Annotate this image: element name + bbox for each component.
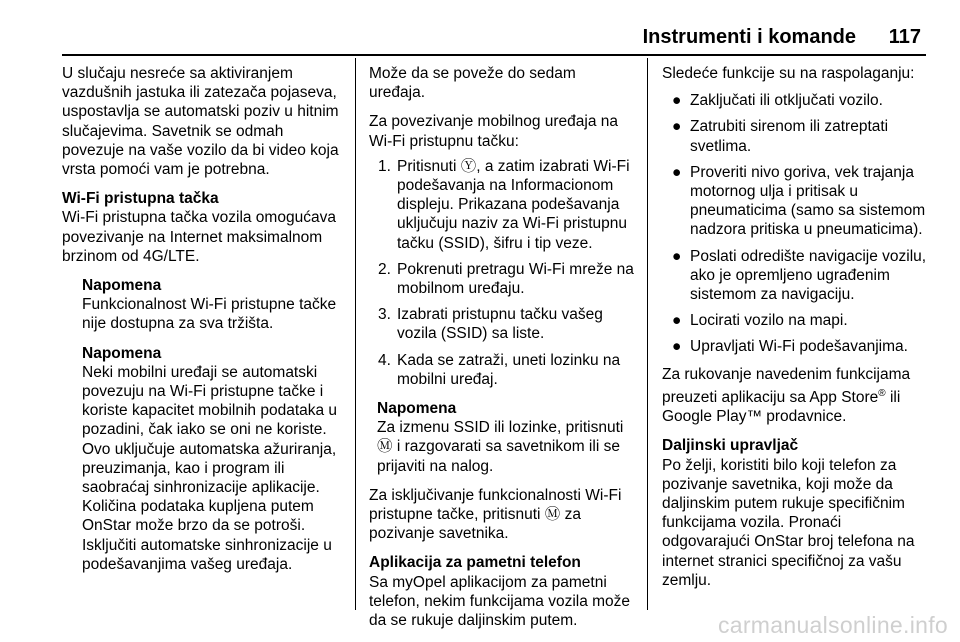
watermark: carmanualsonline.info bbox=[717, 612, 948, 638]
list-item bbox=[662, 163, 930, 240]
column-divider-left bbox=[355, 58, 356, 610]
note-text: Neki mobilni uređaji se automatski povezuju na Wi-Fi pristupne tačke i koriste kapacitet mobilnih podataka u pozadini, čak iako se oni ne koriste. Ovo uključuje automatska ažuriranja, preuzimanja, kao i program ili saobraćaj sinhronizacije aplikacije. Količina podataka kupljena putem OnStar može brzo da se potroši. Isključiti automatske sinhronizacije u podešavanjima vašeg uređaja. bbox=[82, 363, 338, 573]
step-number: 4. bbox=[378, 351, 391, 369]
text-part: Za rukovanje navedenim funkcijama preuzeti aplikaciju sa App Store bbox=[662, 365, 911, 406]
page-number: 117 bbox=[888, 26, 921, 48]
page-header bbox=[0, 0, 960, 56]
step-number: 3. bbox=[378, 306, 391, 324]
note-text-part: Za izmenu SSID ili lozinke, pritisnuti bbox=[377, 419, 624, 437]
list-item-text: Zaključati ili otključati vozilo. bbox=[690, 92, 883, 110]
remote-paragraph: Po želji, koristiti bilo koji telefon za pozivanje savetnika, koji može da daljinskim putem rukuje specifičnim funkcijama vozila. Pronaći odgovarajući OnStar broj telefona na internet stranici specifičnoj za vašu zemlju. bbox=[662, 456, 915, 589]
note-title: Napomena bbox=[82, 277, 162, 295]
note-data-usage bbox=[62, 344, 345, 574]
bullet-icon: ● bbox=[672, 163, 682, 181]
app-store-paragraph bbox=[662, 365, 930, 427]
list-item bbox=[662, 247, 930, 305]
connect-steps bbox=[369, 157, 635, 389]
devices-paragraph: Može da se poveže do sedam uređaja. bbox=[369, 65, 576, 102]
header-rule bbox=[62, 54, 926, 56]
note-text bbox=[377, 418, 635, 476]
column-1 bbox=[62, 64, 345, 584]
text-part: Za isključivanje funkcionalnosti Wi-Fi pristupne tačke, pritisnuti bbox=[369, 486, 622, 524]
bullet-icon: ● bbox=[672, 247, 682, 265]
note-password bbox=[369, 399, 635, 476]
text-part: ili Google Play™ prodavnice. bbox=[662, 389, 901, 426]
step-text: Kada se zatraži, uneti lozinku na mobilni uređaj. bbox=[397, 351, 621, 388]
step-number: 1. bbox=[378, 157, 391, 175]
wifi-paragraph: Wi-Fi pristupna tačka vozila omogućava povezivanje na Internet maksimalnom brzinom od 4G/LTE. bbox=[62, 209, 336, 265]
list-item-text: Zatrubiti sirenom ili zatreptati svetlima. bbox=[690, 118, 889, 155]
connect-intro: Za povezivanje mobilnog uređaja na Wi-Fi pristupnu tačku: bbox=[369, 113, 619, 150]
list-item bbox=[369, 351, 635, 389]
list-item bbox=[369, 157, 635, 253]
emergency-call-paragraph: U slučaju nesreće sa aktiviranjem vazdušnih jastuka ili zatezača pojaseva, uspostavlja se automatski poziv u hitnim slučajevima. Savetnik se odmah povezuje na vaše vozilo da bi video koja vrsta pomoći vam je potrebna. bbox=[62, 65, 339, 179]
note-text-part: i razgovarati sa savetnikom ili se prijaviti na nalog. bbox=[377, 438, 620, 475]
column-2 bbox=[369, 64, 635, 640]
list-item bbox=[369, 305, 635, 343]
note-title: Napomena bbox=[82, 344, 162, 362]
wifi-heading: Wi-Fi pristupna tačka bbox=[62, 190, 219, 208]
app-heading: Aplikacija za pametni telefon bbox=[369, 554, 581, 572]
note-availability bbox=[62, 276, 345, 334]
list-item bbox=[662, 311, 930, 330]
app-paragraph: Sa myOpel aplikacijom za pametni telefon, nekim funkcijama vozila može da se rukuje daljinskim putem. bbox=[369, 573, 631, 630]
list-item-text: Proveriti nivo goriva, vek trajanja motornog ulja i pritisak u pneumaticima (samo sa sistemom nadzora pritiska u pneumaticima). bbox=[690, 163, 926, 239]
registered-mark: ® bbox=[878, 387, 886, 399]
note-text: Funkcionalnost Wi-Fi pristupne tačke nije dostupna za sva tržišta. bbox=[82, 296, 337, 333]
list-item bbox=[662, 117, 930, 155]
bullet-icon: ● bbox=[672, 118, 682, 136]
list-item-text: Locirati vozilo na mapi. bbox=[690, 312, 848, 330]
step-text: , a zatim izabrati Wi-Fi podešavanja na Informacionom displeju. Prikazana podešavanja uključuju naziv za Wi-Fi pristupnu tačku (SSID), šifru i tip veze. bbox=[397, 157, 630, 252]
step-number: 2. bbox=[378, 260, 391, 278]
bullet-icon: ● bbox=[672, 338, 682, 356]
disable-wifi-paragraph bbox=[369, 486, 635, 544]
remote-heading: Daljinski upravljač bbox=[662, 437, 799, 455]
step-text: Pokrenuti pretragu Wi-Fi mreže na mobilnom uređaju. bbox=[397, 260, 634, 298]
list-item bbox=[662, 91, 930, 110]
onstar-icon: Ⓜ bbox=[544, 506, 561, 524]
text-part: za pozivanje savetnika. bbox=[369, 506, 581, 543]
list-item bbox=[662, 337, 930, 356]
page-title: Instrumenti i komande bbox=[642, 26, 856, 48]
bullet-icon: ● bbox=[672, 92, 682, 110]
list-item bbox=[369, 260, 635, 298]
list-item-text: Poslati odredište navigacije vozilu, ako je opremljeno ugrađenim sistemom za navigaciju. bbox=[690, 247, 927, 304]
services-icon: Ⓨ bbox=[460, 157, 477, 175]
list-item-text: Upravljati Wi-Fi podešavanjima. bbox=[690, 338, 908, 356]
column-divider-right bbox=[647, 58, 648, 610]
note-title: Napomena bbox=[377, 400, 457, 418]
functions-list bbox=[662, 91, 930, 356]
functions-intro: Sledeće funkcije su na raspolaganju: bbox=[662, 65, 915, 82]
bullet-icon: ● bbox=[672, 312, 682, 330]
step-text: Izabrati pristupnu tačku vašeg vozila (SSID) sa liste. bbox=[397, 306, 603, 343]
onstar-icon: Ⓜ bbox=[377, 438, 393, 456]
step-text: Pritisnuti bbox=[397, 157, 461, 175]
column-3 bbox=[662, 64, 930, 600]
